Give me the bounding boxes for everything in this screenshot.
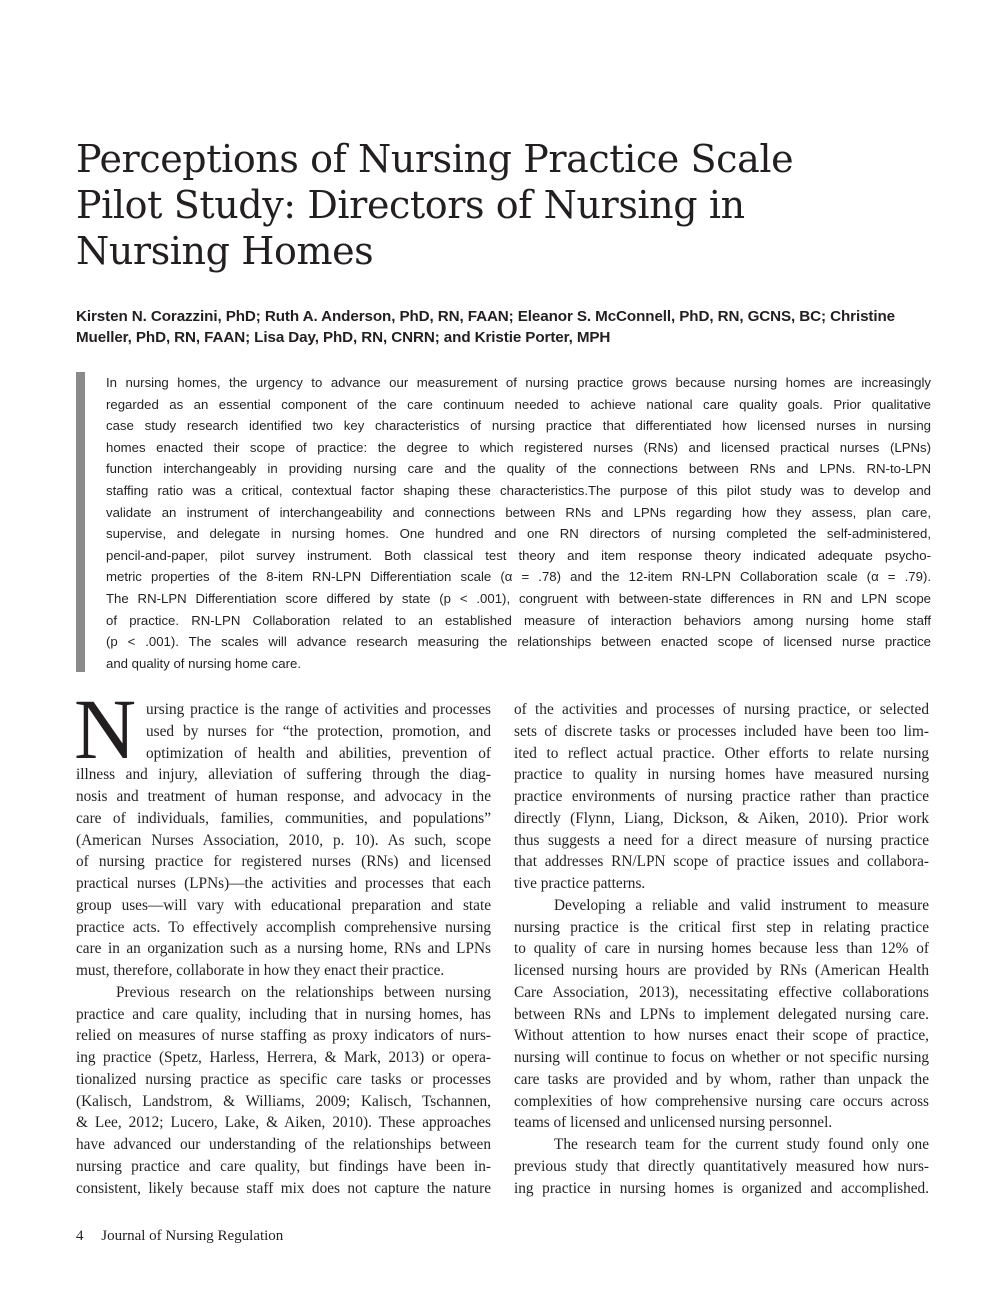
body-line: ing practice (Spetz, Harless, Herrera, & Mark, 2013) or opera- xyxy=(76,1049,491,1066)
body-line: previous study that directly quantitatively measured how nurs- xyxy=(514,1157,929,1175)
body-line: ited to reflect actual practice. Other efforts to relate nursing xyxy=(514,744,929,762)
body-line: care of individuals, families, communities, and populations” xyxy=(76,809,491,827)
abstract-line: of practice. RN-LPN Collaboration related to an established measure of interaction behaviors among nursing home staff xyxy=(106,612,931,628)
body-line: complexities of how comprehensive nursing care occurs across xyxy=(514,1092,929,1110)
title-line: Nursing Homes xyxy=(76,229,374,273)
title-line: Perceptions of Nursing Practice Scale xyxy=(76,137,794,181)
body-line: teams of licensed and unlicensed nursing personnel. xyxy=(514,1114,833,1132)
body-line: that addresses RN/LPN scope of practice issues and collabora- xyxy=(514,853,929,871)
abstract-line: validate an instrument of interchangeability and connections between RNs and LPNs regarding how they assess, plan care, xyxy=(106,504,931,520)
abstract-line: and quality of nursing home care. xyxy=(106,655,301,671)
abstract-line: The RN-LPN Differentiation score differed by state (p < .001), congruent with between-state differences in RN and LPN scope xyxy=(106,590,931,606)
body-line: Without attention to how nurses enact their scope of practice, xyxy=(514,1027,929,1045)
body-line: tionalized nursing practice as specific care tasks or processes xyxy=(76,1070,491,1088)
abstract-line: function interchangeably in providing nursing care and the quality of the connections between RNs and LPNs. RN-to-LPN xyxy=(106,461,931,477)
abstract-line: staffing ratio was a critical, contextual factor shaping these characteristics.The purpose of this pilot study was to develop and xyxy=(106,482,931,498)
body-line: consistent, likely because staff mix does not capture the nature xyxy=(76,1179,491,1197)
drop-cap: N xyxy=(74,681,137,777)
body-line: practice and care quality, including that in nursing homes, has xyxy=(76,1005,491,1023)
body-line: of the activities and processes of nursing practice, or selected xyxy=(514,701,929,718)
body-line: practice to quality in nursing homes have measured nursing xyxy=(514,766,929,784)
author-line: Kirsten N. Corazzini, PhD; Ruth A. Anderson, PhD, RN, FAAN; Eleanor S. McConnell, PhD, RN, GCNS, BC; Christine xyxy=(76,308,896,325)
abstract-line: pencil-and-paper, pilot survey instrument. Both classical test theory and item response theory indicated adequate psycho- xyxy=(106,547,931,563)
body-line: relied on measures of nurse staffing as proxy indicators of nurs- xyxy=(76,1027,491,1045)
body-line: between RNs and LPNs to implement delegated nursing care. xyxy=(514,1005,929,1023)
body-line: used by nurses for “the protection, promotion, and xyxy=(146,722,491,740)
body-line: practical nurses (LPNs)—the activities and processes that each xyxy=(76,875,491,892)
author-list xyxy=(76,306,936,348)
body-line: illness and injury, alleviation of suffering through the diag- xyxy=(76,766,491,784)
body-line: have advanced our understanding of the relationships between xyxy=(76,1136,491,1153)
abstract-line: homes enacted their scope of practice: the degree to which registered nurses (RNs) and licensed practical nurses (LPNs) xyxy=(106,439,931,455)
body-line: thus suggests a need for a direct measure of nursing practice xyxy=(514,831,929,849)
body-column-right xyxy=(514,699,929,1199)
body-line: nursing practice is the critical first step in relating practice xyxy=(514,918,929,936)
body-line: nursing practice and care quality, but findings have been in- xyxy=(76,1157,491,1175)
body-line: Previous research on the relationships between nursing xyxy=(116,983,491,1001)
body-line: nosis and treatment of human response, and advocacy in the xyxy=(76,788,491,805)
body-line: licensed nursing hours are provided by RNs (American Health xyxy=(514,962,929,979)
body-line: sets of discrete tasks or processes included have been too lim- xyxy=(514,722,929,740)
article-title xyxy=(76,136,936,274)
abstract-line: (p < .001). The scales will advance research measuring the relationships between enacted scope of licensed nurse practice xyxy=(106,634,931,650)
body-line: tive practice patterns. xyxy=(514,875,646,892)
body-line: Care Association, 2013), necessitating effective collaborations xyxy=(514,983,929,1001)
abstract-line: regarded as an essential component of the care continuum needed to achieve national care quality goals. Prior qualitative xyxy=(106,396,931,412)
abstract-sidebar-rule xyxy=(76,372,85,672)
body-line: nursing will continue to focus on whether or not specific nursing xyxy=(514,1049,929,1066)
body-line: The research team for the current study found only one xyxy=(554,1136,929,1153)
body-line: optimization of health and abilities, prevention of xyxy=(146,744,491,762)
body-line: practice acts. To effectively accomplish comprehensive nursing xyxy=(76,918,491,936)
body-line: must, therefore, collaborate in how they enact their practice. xyxy=(76,962,445,979)
body-line: directly (Flynn, Liang, Dickson, & Aiken, 2010). Prior work xyxy=(514,809,929,827)
body-line: ing practice in nursing homes is organized and accomplished. xyxy=(514,1179,929,1197)
page-number: 4 xyxy=(76,1228,84,1244)
body-line: of nursing practice for registered nurses (RNs) and licensed xyxy=(76,853,491,871)
body-line: group uses—will vary with educational preparation and state xyxy=(76,896,491,914)
body-line: Developing a reliable and valid instrument to measure xyxy=(554,896,929,914)
journal-name: Journal of Nursing Regulation xyxy=(101,1228,284,1244)
abstract-line: case study research identified two key characteristics of nursing practice that differentiated how licensed nurses in nursing xyxy=(106,418,931,434)
body-line: practice environments of nursing practice rather than practice xyxy=(514,788,929,805)
page-footer xyxy=(76,1226,283,1246)
abstract-line: metric properties of the 8-item RN-LPN Differentiation scale (α = .78) and the 12-item RN-LPN Collaboration scale (α = .79). xyxy=(106,569,931,585)
body-line: care tasks are provided and by whom, rather than unpack the xyxy=(514,1070,929,1088)
body-line: (Kalisch, Landstrom, & Williams, 2009; Kalisch, Tschannen, xyxy=(76,1092,491,1110)
body-line: to quality of care in nursing homes because less than 12% of xyxy=(514,940,929,958)
abstract-line: In nursing homes, the urgency to advance our measurement of nursing practice grows because nursing homes are increasingly xyxy=(106,375,931,390)
abstract xyxy=(106,372,931,674)
body-line: (American Nurses Association, 2010, p. 10). As such, scope xyxy=(76,831,491,849)
body-line: ursing practice is the range of activities and processes xyxy=(146,701,491,718)
body-line: & Lee, 2012; Lucero, Lake, & Aiken, 2010). These approaches xyxy=(76,1114,491,1132)
abstract-line: supervise, and delegate in nursing homes. One hundred and one RN directors of nursing completed the self-administered, xyxy=(106,526,931,542)
author-line: Mueller, PhD, RN, FAAN; Lisa Day, PhD, RN, CNRN; and Kristie Porter, MPH xyxy=(76,329,611,346)
title-line: Pilot Study: Directors of Nursing in xyxy=(76,183,745,227)
body-column-left xyxy=(76,699,491,1199)
body-line: care in an organization such as a nursing home, RNs and LPNs xyxy=(76,940,491,958)
